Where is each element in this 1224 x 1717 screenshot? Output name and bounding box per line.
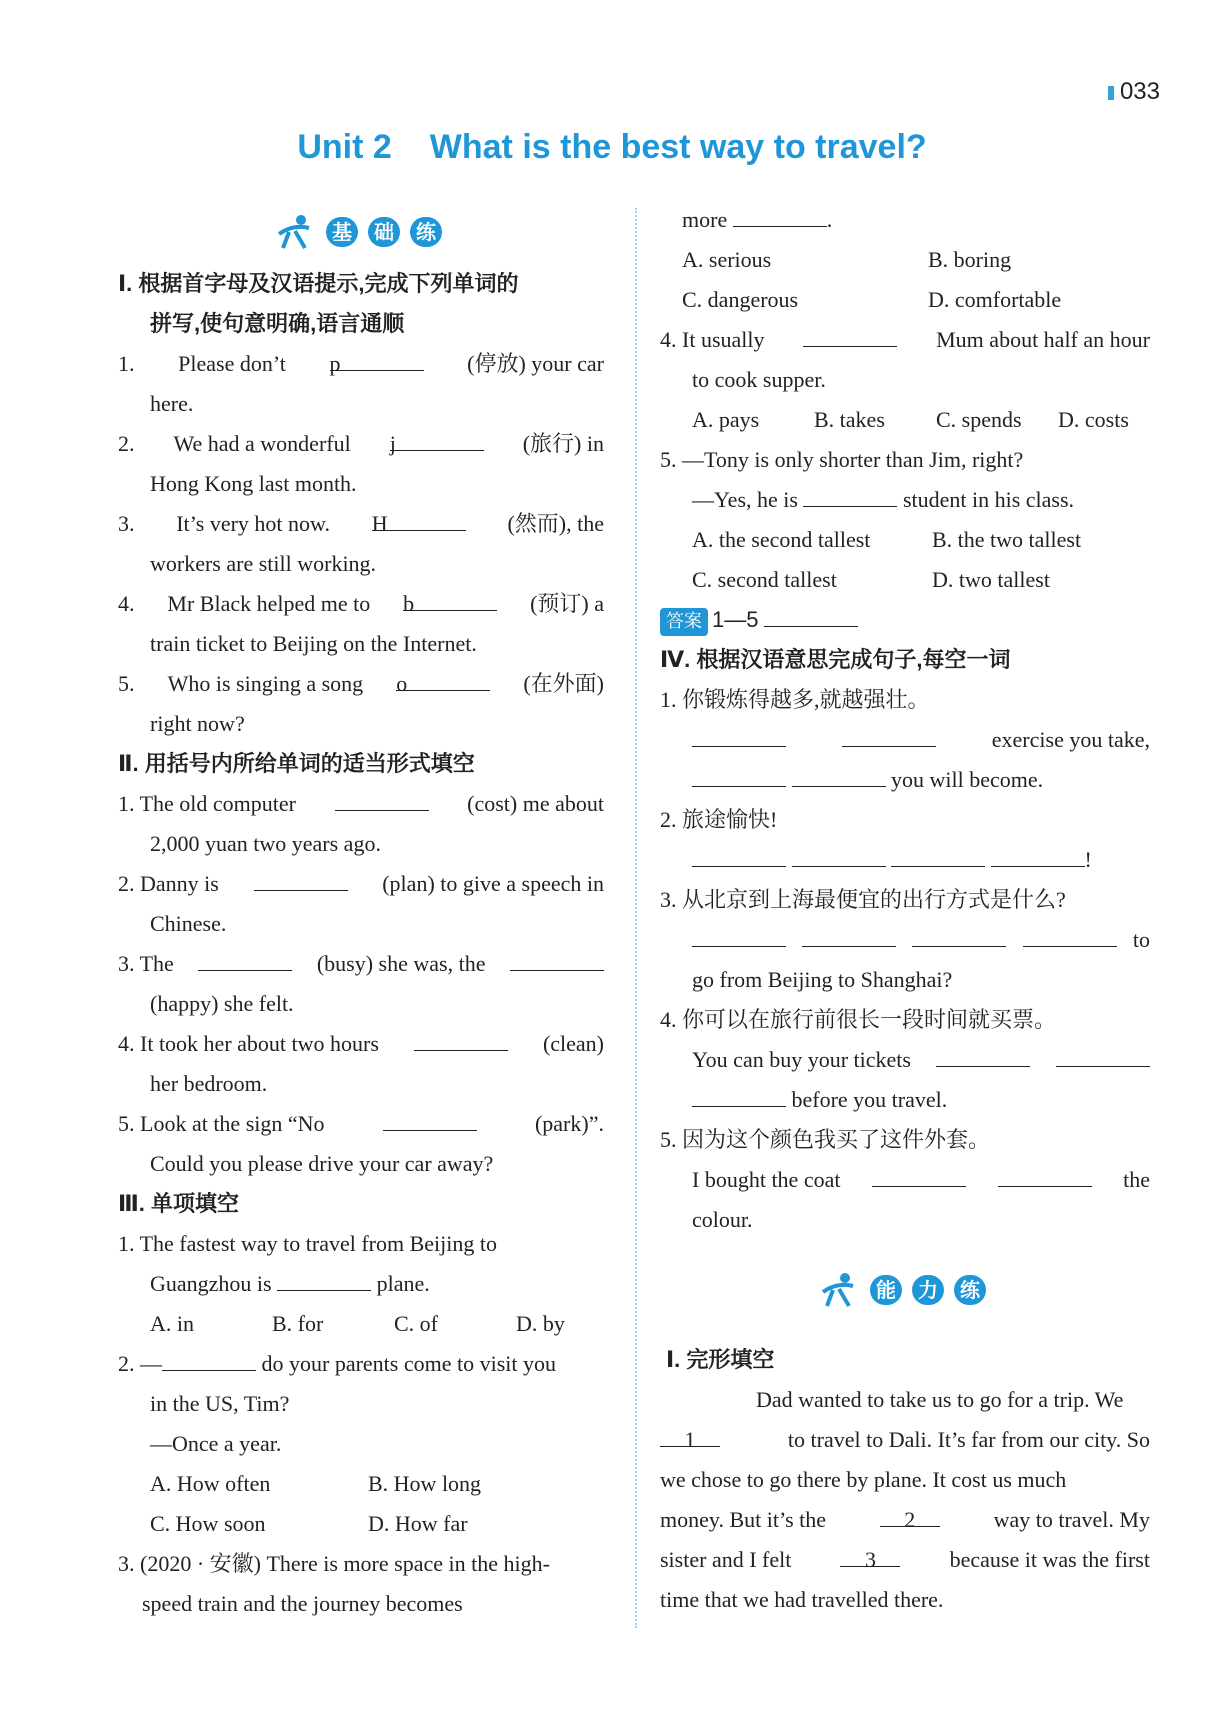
- answer-blank[interactable]: [1056, 1040, 1150, 1067]
- options-3-2: [118, 1464, 604, 1544]
- question-3-4: 4. It usually Mum about half an hour: [660, 320, 1150, 360]
- right-column: more . A. serious B. boring C. dangerous D. comfortable 4. It usually Mum about half an hour to cook supper. A. pays B. takes C. spends D. costs 5. —Tony is only shorter than Jim, right? —Yes, he is student in his class. A. the second tallest B. the two tallest C. second tallest D. two tallest 答案 1—5 Ⅳ. 根据汉语意思完成句子,每空一词 1. 你锻炼得越多,就越强壮。 exercise you take, you will become. 2. 旅途愉快! ! 3. 从北京到上海最便宜的出行方式是什么? to go from Beijing to Shanghai? 4. 你可以在旅行前很长一段时间就买票。 You can buy your tickets before you travel. 5. 因为这个颜色我买了这件外套。 I bought the coat the colour. 能 力 练 Ⅰ. 完形填空 Dad wanted to take us to go for a trip. We 1 to travel to Dali. It’s far from our city. So we chose to go there by plane. It cost us much money. But it’s the 2 way to travel. My sister and I felt 3 because it was the first time that we had travelled there.: [660, 200, 1150, 1620]
- page-number: 033: [1108, 78, 1160, 106]
- section-5-title: Ⅰ. 完形填空: [666, 1347, 775, 1372]
- option[interactable]: A. pays: [692, 407, 760, 432]
- answer-blank[interactable]: [764, 600, 858, 627]
- option[interactable]: B. How long: [368, 1471, 482, 1496]
- cloze-line: sister and I felt 3 because it was the first: [660, 1540, 1150, 1580]
- answer-blank[interactable]: p: [330, 344, 424, 371]
- answer-blank[interactable]: [802, 920, 896, 947]
- answer-blank[interactable]: [936, 1040, 1030, 1067]
- cloze-line: time that we had travelled there.: [660, 1587, 944, 1612]
- page-marker-icon: [1108, 86, 1114, 100]
- section-4-title: Ⅳ. 根据汉语意思完成句子,每空一词: [660, 647, 1011, 672]
- answer-blank[interactable]: [692, 760, 786, 787]
- option[interactable]: D. by: [516, 1311, 565, 1336]
- answer-blank[interactable]: [198, 944, 292, 971]
- answer-blank[interactable]: [510, 944, 604, 971]
- option[interactable]: D. comfortable: [928, 287, 1062, 312]
- option[interactable]: C. second tallest: [692, 567, 837, 592]
- answer-blank[interactable]: [872, 1160, 966, 1187]
- answer-blank[interactable]: [335, 784, 429, 811]
- question-1-4: 4. Mr Black helped me to b (预订) a: [118, 584, 604, 624]
- answer-blank[interactable]: [733, 200, 827, 227]
- answer-blank[interactable]: [692, 840, 786, 867]
- cloze-line: 1 to travel to Dali. It’s far from our city. So: [660, 1420, 1150, 1460]
- option[interactable]: C. dangerous: [682, 287, 799, 312]
- section-2-title: Ⅱ. 用括号内所给单词的适当形式填空: [118, 751, 475, 776]
- answer-blank[interactable]: [692, 720, 786, 747]
- answer-blank[interactable]: [692, 1080, 786, 1107]
- answer-blank[interactable]: [383, 1104, 477, 1131]
- option[interactable]: D. two tallest: [932, 567, 1050, 592]
- answer-blank[interactable]: [692, 920, 786, 947]
- question-2-2: 2. Danny is (plan) to give a speech in: [118, 864, 604, 904]
- option[interactable]: B. for: [272, 1311, 324, 1336]
- question-1-2: 2. We had a wonderful j (旅行) in: [118, 424, 604, 464]
- answer-blank[interactable]: [991, 840, 1085, 867]
- answer-blank[interactable]: [277, 1264, 371, 1291]
- answer-blank[interactable]: H: [372, 504, 466, 531]
- option[interactable]: B. boring: [928, 247, 1012, 272]
- answer-blank[interactable]: [803, 480, 897, 507]
- question-3-1: 1. The fastest way to travel from Beijing to: [118, 1231, 498, 1256]
- option[interactable]: D. How far: [368, 1511, 468, 1536]
- cloze-line: Dad wanted to take us to go for a trip. We: [756, 1387, 1124, 1412]
- answer-blank[interactable]: b: [403, 584, 497, 611]
- option[interactable]: D. costs: [1058, 407, 1129, 432]
- answer-row: 答案 1—5: [660, 600, 1150, 640]
- cloze-line: money. But it’s the 2 way to travel. My: [660, 1500, 1150, 1540]
- answer-blank[interactable]: [891, 840, 985, 867]
- answer-label: 答案: [660, 608, 708, 636]
- option[interactable]: B. the two tallest: [932, 527, 1082, 552]
- question-2-4: 4. It took her about two hours (clean): [118, 1024, 604, 1064]
- question-3-5: 5. —Tony is only shorter than Jim, right?: [660, 447, 1024, 472]
- cloze-line: we chose to go there by plane. It cost us much: [660, 1467, 1067, 1492]
- answer-blank[interactable]: [842, 720, 936, 747]
- answer-blank[interactable]: o: [396, 664, 490, 691]
- column-divider: [635, 208, 637, 1628]
- option[interactable]: A. the second tallest: [692, 527, 871, 552]
- runner-icon: [275, 214, 315, 250]
- question-2-3: 3. The (busy) she was, the: [118, 944, 604, 984]
- option[interactable]: A. serious: [682, 247, 772, 272]
- answer-blank[interactable]: [998, 1160, 1092, 1187]
- option[interactable]: A. How often: [150, 1471, 271, 1496]
- basic-practice-badge: 基 础 练: [118, 200, 604, 264]
- answer-blank[interactable]: [803, 320, 897, 347]
- options-3-1: [118, 1304, 604, 1344]
- question-1-5: 5. Who is singing a song o (在外面): [118, 664, 604, 704]
- left-column: 基 础 练 Ⅰ. 根据首字母及汉语提示,完成下列单词的 拼写,使句意明确,语言通顺 1. Please don’t p (停放) your car here. 2. We had a wonderful j (旅行) in Hong Kong last month. 3. It’s very hot now. H (然而), the workers are still working. 4. Mr Black helped me to b (预订) a train ticket to Beijing on the Internet. 5. Who is singing a song o (在外面) right now? Ⅱ. 用括号内所给单词的适当形式填空 1. The old computer (cost) me about 2,000 yuan two years ago. 2. Danny is (plan) to give a speech in Chinese. 3. The (busy) she was, the (happy) she felt. 4. It took her about two hours (clean) her bedroom. 5. Look at the sign “No (park)”. Could you please drive your car away? Ⅲ. 单项填空 1. The fastest way to travel from Beijing to Guangzhou is plane. A. in B. for C. of D. by 2. — do your parents come to visit you in the US, Tim? —Once a year. A. How often B. How long C. How soon D. How far 3. (2020 · 安徽) There is more space in the high- speed train and the journey becomes: [118, 200, 604, 1624]
- question-2-1: 1. The old computer (cost) me about: [118, 784, 604, 824]
- section-1-title: Ⅰ. 根据首字母及汉语提示,完成下列单词的: [118, 271, 519, 296]
- option[interactable]: C. of: [394, 1311, 438, 1336]
- cloze-blank[interactable]: 1: [660, 1420, 720, 1447]
- cloze-blank[interactable]: 2: [880, 1500, 940, 1527]
- question-1-1: 1. Please don’t p (停放) your car: [118, 344, 604, 384]
- answer-blank[interactable]: [1023, 920, 1117, 947]
- option[interactable]: B. takes: [814, 407, 885, 432]
- question-2-5: 5. Look at the sign “No (park)”.: [118, 1104, 604, 1144]
- cloze-blank[interactable]: 3: [840, 1540, 900, 1567]
- answer-blank[interactable]: [912, 920, 1006, 947]
- option[interactable]: A. in: [150, 1311, 194, 1336]
- options-3-3: [660, 240, 1150, 320]
- options-3-4: [660, 400, 1150, 440]
- question-3-3: 3. (2020 · 安徽) There is more space in the high-: [118, 1551, 550, 1576]
- option[interactable]: C. spends: [936, 407, 1022, 432]
- question-3-2: 2. — do your parents come to visit you: [118, 1344, 604, 1384]
- options-3-5: [660, 520, 1150, 600]
- page-title: Unit 2 What is the best way to travel?: [297, 128, 927, 166]
- option[interactable]: C. How soon: [150, 1511, 266, 1536]
- section-3-title: Ⅲ. 单项填空: [118, 1191, 240, 1216]
- answer-blank[interactable]: [792, 840, 886, 867]
- runner-icon: [819, 1272, 859, 1308]
- answer-blank[interactable]: [414, 1024, 508, 1051]
- answer-blank[interactable]: [254, 864, 348, 891]
- question-1-3: 3. It’s very hot now. H (然而), the: [118, 504, 604, 544]
- ability-practice-badge: 能 力 练: [660, 1250, 1150, 1330]
- answer-blank[interactable]: j: [390, 424, 484, 451]
- answer-blank[interactable]: [792, 760, 886, 787]
- answer-blank[interactable]: [162, 1344, 256, 1371]
